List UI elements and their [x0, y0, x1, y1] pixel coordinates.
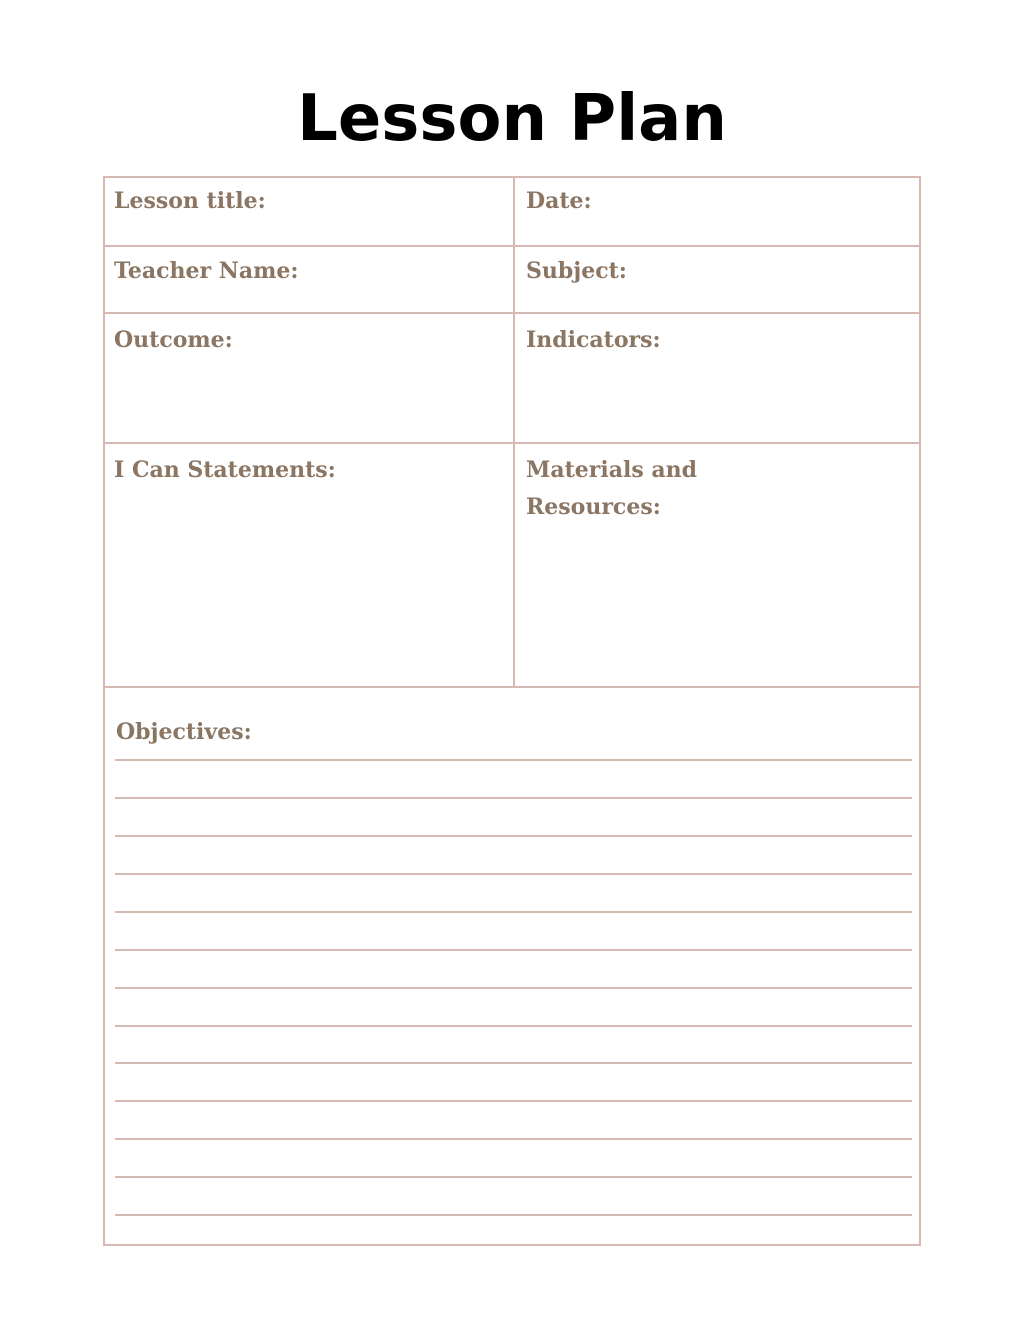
row-divider	[105, 442, 919, 444]
row-divider	[105, 245, 919, 247]
lesson-plan-form	[103, 176, 921, 1246]
column-divider	[513, 178, 515, 688]
objective-line[interactable]	[115, 1025, 912, 1027]
objective-line[interactable]	[115, 835, 912, 837]
objective-line[interactable]	[115, 1138, 912, 1140]
objective-line[interactable]	[115, 1062, 912, 1064]
page-title: Lesson Plan	[297, 82, 727, 156]
objectives-label: Objectives:	[116, 719, 252, 745]
objective-line[interactable]	[115, 911, 912, 913]
i-can-statements-field[interactable]: I Can Statements:	[114, 457, 336, 483]
objective-line[interactable]	[115, 797, 912, 799]
materials-resources-field[interactable]	[526, 452, 697, 526]
objective-line[interactable]	[115, 1214, 912, 1216]
objective-line[interactable]	[115, 949, 912, 951]
lesson-title-field[interactable]: Lesson title:	[114, 188, 266, 214]
objective-line[interactable]	[115, 759, 912, 761]
date-field[interactable]: Date:	[526, 188, 592, 214]
row-divider	[105, 686, 919, 688]
objective-line[interactable]	[115, 873, 912, 875]
materials-label-line1: Materials and	[526, 457, 698, 483]
indicators-field[interactable]: Indicators:	[526, 327, 661, 353]
outcome-field[interactable]: Outcome:	[114, 327, 233, 353]
objective-line[interactable]	[115, 987, 912, 989]
materials-label-line2: Resources:	[526, 494, 661, 520]
objective-line[interactable]	[115, 1100, 912, 1102]
objective-line[interactable]	[115, 1176, 912, 1178]
teacher-name-field[interactable]: Teacher Name:	[114, 258, 299, 284]
row-divider	[105, 312, 919, 314]
subject-field[interactable]: Subject:	[526, 258, 627, 284]
